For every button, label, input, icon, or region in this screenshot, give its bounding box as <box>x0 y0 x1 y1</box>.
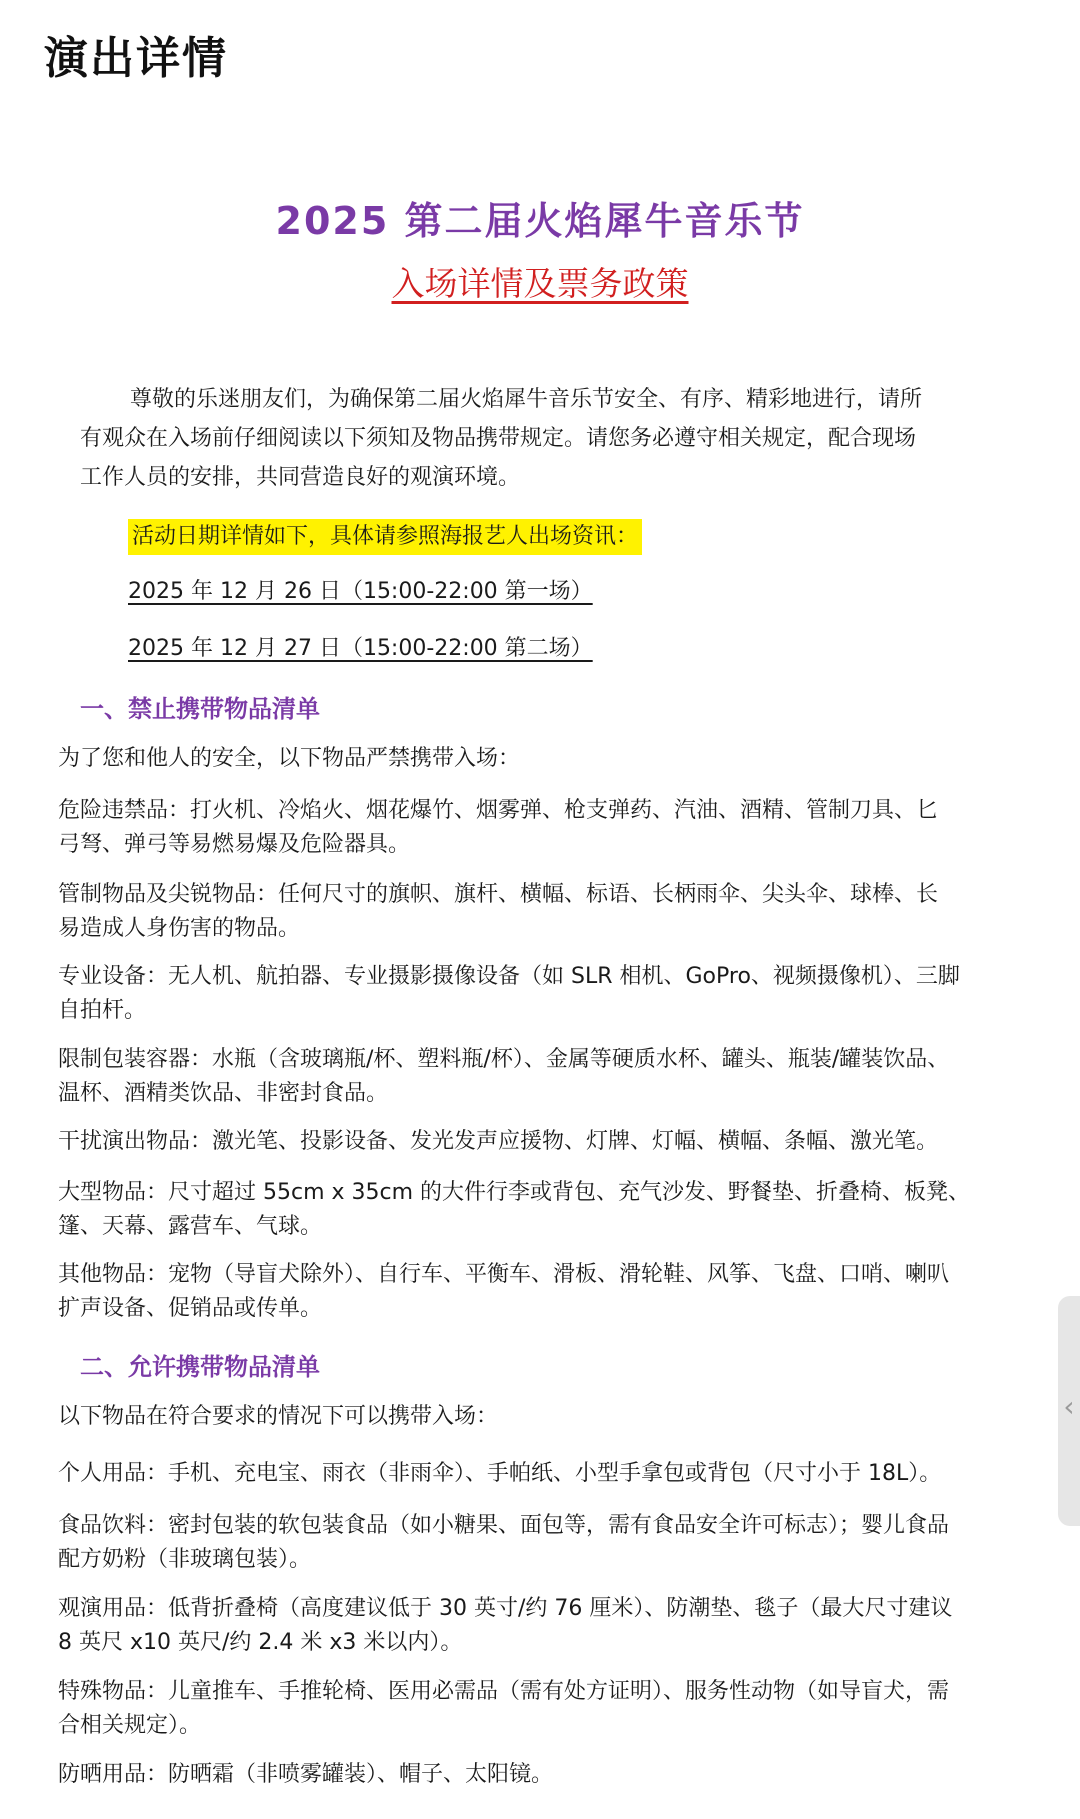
date-notice-highlight: 活动日期详情如下，具体请参照海报艺人出场资讯： <box>128 519 642 555</box>
allowed-item-line: 特殊物品：儿童推车、手推轮椅、医用必需品（需有处方证明）、服务性动物（如导盲犬，需 <box>58 1679 950 1704</box>
prohibited-item-line: 大型物品：尺寸超过 55cm x 35cm 的大件行李或背包、充气沙发、野餐垫、折叠椅、板凳、 <box>58 1180 971 1205</box>
policy-subtitle: 入场详情及票务政策 <box>391 264 689 303</box>
prohibited-item <box>58 1258 1022 1326</box>
allowed-item-line: 防晒用品：防晒霜（非喷雾罐装）、帽子、太阳镜。 <box>58 1762 554 1787</box>
allowed-item-line: 观演用品：低背折叠椅（高度建议低于 30 英寸/约 76 厘米）、防潮垫、毯子（最大尺寸建议 <box>58 1596 953 1621</box>
allowed-item-line: 个人用品：手机、充电宝、雨衣（非雨伞）、手帕纸、小型手拿包或背包（尺寸小于 18L）。 <box>58 1461 942 1486</box>
intro-line: 尊敬的乐迷朋友们，为确保第二届火焰犀牛音乐节安全、有序、精彩地进行，请所 <box>130 387 923 412</box>
prohibited-item <box>58 878 1022 946</box>
allowed-item <box>58 1509 1022 1577</box>
section-prohibited-title: 一、禁止携带物品清单 <box>80 695 320 723</box>
section-allowed-intro: 以下物品在符合要求的情况下可以携带入场： <box>58 1404 499 1429</box>
prohibited-item <box>58 1125 1022 1159</box>
allowed-item-line: 8 英尺 x10 英尺/约 2.4 米 x3 米以内）。 <box>58 1630 463 1655</box>
date-line-2: 2025 年 12 月 27 日（15:00-22:00 第二场） <box>128 636 593 661</box>
date-line-1: 2025 年 12 月 26 日（15:00-22:00 第一场） <box>128 579 593 604</box>
chevron-left-icon[interactable]: ‹ <box>1063 1390 1075 1423</box>
intro-paragraph <box>80 380 1010 497</box>
prohibited-item-line: 自拍杆。 <box>58 998 147 1023</box>
allowed-item <box>58 1457 1022 1491</box>
prohibited-item-line: 危险违禁品：打火机、冷焰火、烟花爆竹、烟雾弹、枪支弹药、汽油、酒精、管制刀具、匕 <box>58 798 939 823</box>
intro-line: 工作人员的安排，共同营造良好的观演环境。 <box>80 465 521 490</box>
page-title: 演出详情 <box>44 33 228 84</box>
prohibited-item-line: 篷、天幕、露营车、气球。 <box>58 1214 323 1239</box>
allowed-item-line: 合相关规定）。 <box>58 1713 202 1738</box>
prohibited-item-line: 干扰演出物品：激光笔、投影设备、发光发声应援物、灯牌、灯幅、横幅、条幅、激光笔。 <box>58 1129 939 1154</box>
prohibited-item-line: 限制包装容器：水瓶（含玻璃瓶/杯、塑料瓶/杯）、金属等硬质水杯、罐头、瓶装/罐装饮品、 <box>58 1047 950 1072</box>
prohibited-item-line: 易造成人身伤害的物品。 <box>58 916 301 941</box>
allowed-item <box>58 1675 1022 1743</box>
prohibited-item-line: 其他物品：宠物（导盲犬除外）、自行车、平衡车、滑板、滑轮鞋、风筝、飞盘、口哨、喇叭 <box>58 1262 950 1287</box>
prohibited-item-line: 管制物品及尖锐物品：任何尺寸的旗帜、旗杆、横幅、标语、长柄雨伞、尖头伞、球棒、长 <box>58 882 939 907</box>
section-prohibited-intro: 为了您和他人的安全，以下物品严禁携带入场： <box>58 746 521 771</box>
allowed-item <box>58 1758 1022 1792</box>
prohibited-item-line: 扩声设备、促销品或传单。 <box>58 1296 323 1321</box>
prohibited-item <box>58 1176 1022 1244</box>
prohibited-item <box>58 960 1022 1028</box>
section-allowed-title: 二、允许携带物品清单 <box>80 1353 320 1381</box>
allowed-item-line: 食品饮料：密封包装的软包装食品（如小糖果、面包等，需有食品安全许可标志）；婴儿食品 <box>58 1513 950 1538</box>
festival-title: 2025 第二届火焰犀牛音乐节 <box>275 199 805 243</box>
prohibited-item-line: 弓弩、弹弓等易燃易爆及危险器具。 <box>58 832 411 857</box>
allowed-item <box>58 1592 1022 1660</box>
intro-line: 有观众在入场前仔细阅读以下须知及物品携带规定。请您务必遵守相关规定，配合现场 <box>80 426 917 451</box>
prohibited-item-line: 专业设备：无人机、航拍器、专业摄影摄像设备（如 SLR 相机、GoPro、视频摄像机）、三脚 <box>58 964 960 989</box>
prohibited-item-line: 温杯、酒精类饮品、非密封食品。 <box>58 1081 389 1106</box>
prohibited-item <box>58 1043 1022 1111</box>
allowed-item-line: 配方奶粉（非玻璃包装）。 <box>58 1547 312 1572</box>
prohibited-item <box>58 794 1022 862</box>
